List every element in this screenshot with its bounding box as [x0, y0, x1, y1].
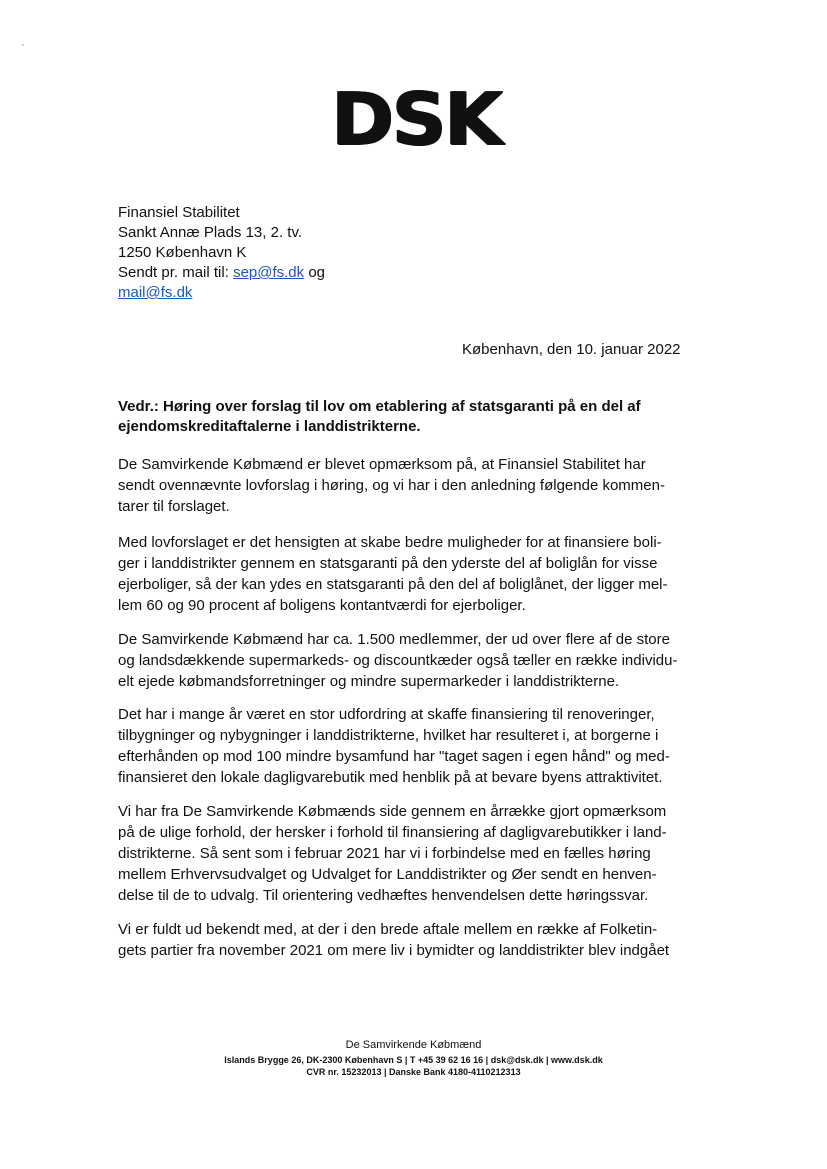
footer-org-name: De Samvirkende Købmænd: [345, 1039, 482, 1051]
paragraph-1: [118, 454, 718, 517]
paragraph-line: finansieret den lokale dagligvarebutik med henblik på at bevare byens attraktivitet.: [118, 769, 663, 786]
paragraph-line: Vi er fuldt ud bekendt med, at der i den brede aftale mellem en række af Folketin-: [118, 921, 658, 938]
paragraph-4: [118, 704, 718, 788]
paragraph-line: gets partier fra november 2021 om mere liv i bymidter og landdistrikter blev indgået: [118, 942, 670, 959]
paragraph-2: [118, 532, 718, 616]
paragraph-3: [118, 629, 718, 692]
scan-speck: [22, 44, 24, 46]
paragraph-line: på de ulige forhold, der hersker i forhold til finansiering af dagligvarebutikker i land-: [118, 824, 667, 841]
dsk-logo: DSK: [331, 77, 501, 161]
paragraph-line: tarer til forslaget.: [118, 498, 230, 515]
email-link-mail[interactable]: mail@fs.dk: [118, 284, 193, 301]
paragraph-6: [118, 919, 718, 961]
email-link-sep[interactable]: sep@fs.dk: [233, 264, 305, 281]
paragraph-line: sendt ovennævnte lovforslag i høring, og vi har i den anledning følgende kommen-: [118, 477, 665, 494]
recipient-email2-line: [118, 283, 325, 303]
sent-og: og: [304, 264, 326, 281]
paragraph-line: Det har i mange år været en stor udfordring at skaffe finansiering til renoveringer,: [118, 706, 655, 723]
paragraph-line: Med lovforslaget er det hensigten at skabe bedre muligheder for at finansiere boli-: [118, 534, 662, 551]
recipient-street: Sankt Annæ Plads 13, 2. tv.: [118, 224, 302, 241]
paragraph-line: De Samvirkende Købmænd er blevet opmærksom på, at Finansiel Stabilitet har: [118, 456, 646, 473]
subject-line-2: ejendomskreditaftalerne i landdistrikterne.: [118, 418, 421, 435]
paragraph-line: mellem Erhvervsudvalget og Udvalget for Landdistrikter og Øer sendt en henven-: [118, 866, 657, 883]
paragraph-line: Vi har fra De Samvirkende Købmænds side gennem en årrække gjort opmærksom: [118, 803, 667, 820]
paragraph-line: lem 60 og 90 procent af boligens kontantværdi for ejerboliger.: [118, 597, 526, 614]
letter-date: København, den 10. januar 2022: [462, 341, 681, 358]
subject-line-1: Vedr.: Høring over forslag til lov om etablering af statsgaranti på en del af: [118, 398, 641, 415]
footer-contact-line: Islands Brygge 26, DK-2300 København S | T +45 39 62 16 16 | dsk@dsk.dk | www.dsk.dk: [224, 1055, 603, 1065]
recipient-address: [118, 203, 325, 303]
letter-subject: [118, 397, 718, 437]
footer-cvr-line: CVR nr. 15232013 | Danske Bank 4180-4110212313: [306, 1067, 521, 1077]
paragraph-line: og landsdækkende supermarkeds- og discountkæder også tæller en række individu-: [118, 652, 678, 669]
paragraph-line: efterhånden op mod 100 mindre bysamfund har "taget sagen i egen hånd" og med-: [118, 748, 670, 765]
paragraph-5: [118, 801, 718, 906]
paragraph-line: ger i landdistrikter gennem en statsgaranti på den yderste del af boliglån for visse: [118, 555, 658, 572]
paragraph-line: tilbygninger og nybygninger i landdistrikterne, hvilket har resulteret i, at borgerne i: [118, 727, 659, 744]
paragraph-line: distrikterne. Så sent som i februar 2021 har vi i forbindelse med en fælles høring: [118, 845, 651, 862]
sent-prefix: Sendt pr. mail til:: [118, 264, 234, 281]
paragraph-line: delse til de to udvalg. Til orientering vedhæftes henvendelsen dette høringssvar.: [118, 887, 649, 904]
paragraph-line: elt ejede købmandsforretninger og mindre supermarkeder i landdistrikterne.: [118, 673, 620, 690]
recipient-sent-line: [118, 263, 325, 283]
recipient-city: 1250 København K: [118, 244, 247, 261]
recipient-name: Finansiel Stabilitet: [118, 204, 240, 221]
paragraph-line: De Samvirkende Købmænd har ca. 1.500 medlemmer, der ud over flere af de store: [118, 631, 670, 648]
paragraph-line: ejerboliger, så der kan ydes en statsgaranti på den del af boliglånet, der ligger mel-: [118, 576, 668, 593]
